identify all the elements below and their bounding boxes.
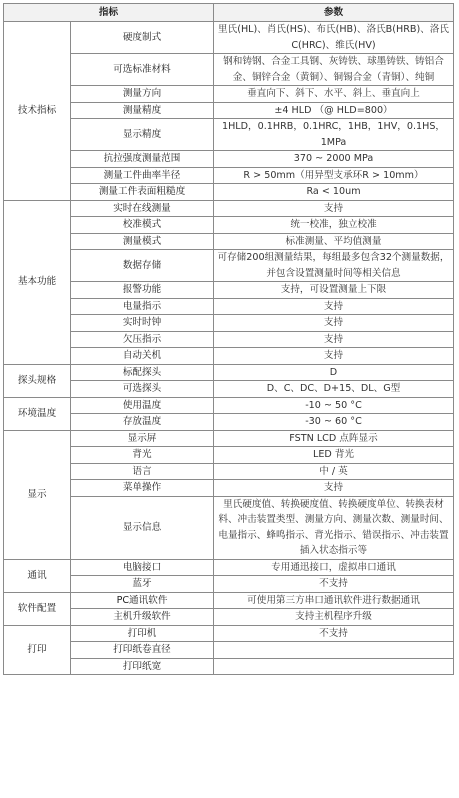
indicator-cell: 欠压指示 [71,331,214,348]
param-cell: 支持 [214,315,454,332]
param-cell: 支持 [214,348,454,365]
indicator-cell: 测量工件曲率半径 [71,167,214,184]
param-cell: R > 50mm（用异型支承环R > 10mm） [214,167,454,184]
table-row [4,331,454,348]
indicator-cell: 可选标准材料 [71,54,214,86]
indicator-cell: 打印纸卷直径 [71,642,214,659]
param-cell: 专用通迅接口，虚拟串口通讯 [214,559,454,576]
table-row [4,348,454,365]
table-row [4,559,454,576]
param-cell [214,642,454,659]
indicator-cell: 校准模式 [71,217,214,234]
indicator-cell: 测量方向 [71,86,214,103]
param-cell: 垂直向下、斜下、水平、斜上、垂直向上 [214,86,454,103]
indicator-cell: 实时时钟 [71,315,214,332]
category-cell: 显示 [4,430,71,559]
indicator-cell: 自动关机 [71,348,214,365]
indicator-cell: 标配探头 [71,364,214,381]
param-cell: -10 ~ 50 °C [214,397,454,414]
table-row [4,397,454,414]
table-row [4,625,454,642]
table-row [4,102,454,119]
table-row [4,217,454,234]
table-row [4,381,454,398]
indicator-cell: 测量工件表面粗糙度 [71,184,214,201]
param-cell: D、C、DC、D+15、DL、G型 [214,381,454,398]
indicator-cell: 测量精度 [71,102,214,119]
category-cell: 软件配置 [4,592,71,625]
indicator-cell: 测量模式 [71,233,214,250]
indicator-cell: 语言 [71,463,214,480]
param-cell: 支持 [214,298,454,315]
param-cell: 支持 [214,331,454,348]
indicator-cell: 显示精度 [71,119,214,151]
table-row [4,282,454,299]
indicator-cell: 实时在线测量 [71,200,214,217]
header-indicator: 指标 [4,4,214,22]
category-cell: 探头规格 [4,364,71,397]
indicator-cell: 背光 [71,447,214,464]
param-cell: D [214,364,454,381]
table-row [4,250,454,282]
table-row [4,167,454,184]
category-cell: 基本功能 [4,200,71,364]
category-cell: 技术指标 [4,22,71,201]
indicator-cell: 硬度制式 [71,22,214,54]
param-cell: 统一校准，独立校准 [214,217,454,234]
table-row [4,315,454,332]
indicator-cell: 存放温度 [71,414,214,431]
param-cell: 支持 [214,480,454,497]
indicator-cell: 主机升级软件 [71,609,214,626]
param-cell: 可存储200组测量结果，每组最多包含32个测量数据，并包含设置测量时间等相关信息 [214,250,454,282]
table-row [4,22,454,54]
indicator-cell: 菜单操作 [71,480,214,497]
indicator-cell: 显示屏 [71,430,214,447]
table-row [4,463,454,480]
table-row [4,184,454,201]
table-row [4,86,454,103]
table-row [4,447,454,464]
param-cell: Ra < 10um [214,184,454,201]
table-row [4,151,454,168]
param-cell: FSTN LCD 点阵显示 [214,430,454,447]
table-row [4,364,454,381]
indicator-cell: 使用温度 [71,397,214,414]
indicator-cell: 可选探头 [71,381,214,398]
table-row [4,233,454,250]
param-cell: 支持，可设置测量上下限 [214,282,454,299]
indicator-cell: 电量指示 [71,298,214,315]
spec-table [3,3,454,675]
table-row [4,430,454,447]
param-cell: 不支持 [214,576,454,593]
category-cell: 打印 [4,625,71,675]
param-cell: 支持主机程序升级 [214,609,454,626]
table-row [4,658,454,675]
indicator-cell: 数据存储 [71,250,214,282]
table-row [4,576,454,593]
table-row [4,200,454,217]
table-row [4,414,454,431]
table-row [4,298,454,315]
table-row [4,54,454,86]
indicator-cell: 打印纸宽 [71,658,214,675]
table-row [4,480,454,497]
table-row [4,496,454,559]
category-cell: 环境温度 [4,397,71,430]
param-cell: 1HLD，0.1HRB，0.1HRC，1HB，1HV，0.1HS，1MPa [214,119,454,151]
param-cell: 标准测量、平均值测量 [214,233,454,250]
indicator-cell: 报警功能 [71,282,214,299]
table-row [4,642,454,659]
param-cell: 中 / 英 [214,463,454,480]
indicator-cell: 显示信息 [71,496,214,559]
category-cell: 通讯 [4,559,71,592]
indicator-cell: PC通讯软件 [71,592,214,609]
table-row [4,609,454,626]
table-row [4,592,454,609]
header-param: 参数 [214,4,454,22]
param-cell: 里氏(HL)、肖氏(HS)、布氏(HB)、洛氏B(HRB)、洛氏C(HRC)、维氏(HV) [214,22,454,54]
table-row [4,119,454,151]
param-cell: 370 ~ 2000 MPa [214,151,454,168]
indicator-cell: 蓝牙 [71,576,214,593]
table-header-row [4,4,454,22]
param-cell: 可使用第三方串口通讯软件进行数据通讯 [214,592,454,609]
param-cell [214,658,454,675]
param-cell: ±4 HLD （@ HLD=800） [214,102,454,119]
param-cell: 支持 [214,200,454,217]
param-cell: 里氏硬度值、转换硬度值、转换硬度单位、转换表材料、冲击装置类型、测量方向、测量次数、测量时间、电量指示、蜂鸣指示、背光指示、错误指示、冲击装置插入状态指示等 [214,496,454,559]
indicator-cell: 电脑接口 [71,559,214,576]
param-cell: 不支持 [214,625,454,642]
spec-table-body [4,22,454,675]
indicator-cell: 打印机 [71,625,214,642]
param-cell: -30 ~ 60 °C [214,414,454,431]
param-cell: LED 背光 [214,447,454,464]
param-cell: 钢和铸钢、合金工具钢、灰铸铁、球墨铸铁、铸铝合金、铜锌合金（黄铜）、铜锡合金（青铜）、纯铜 [214,54,454,86]
indicator-cell: 抗拉强度测量范围 [71,151,214,168]
